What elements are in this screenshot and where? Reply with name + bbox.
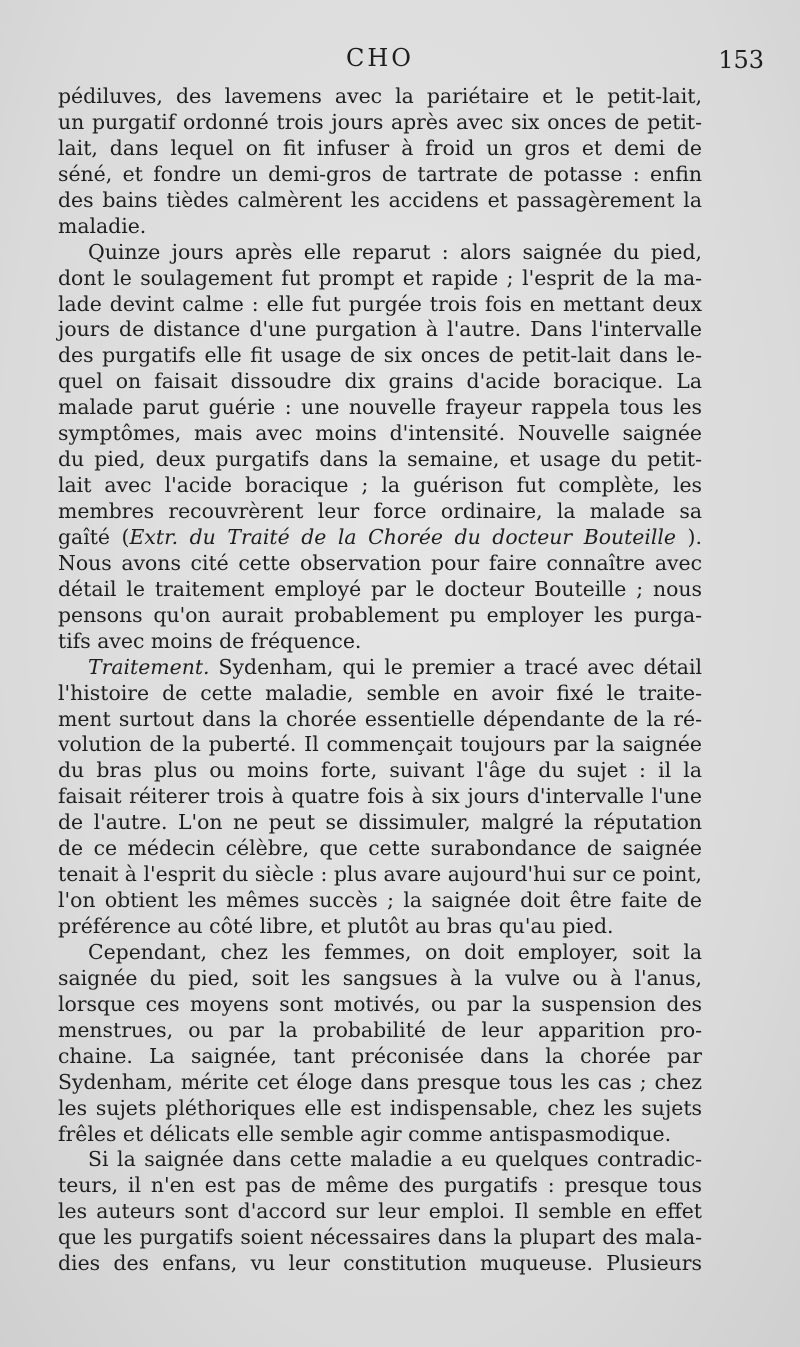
text-line: préférence au côté libre, et plutôt au bras qu'au pied. — [58, 914, 614, 938]
text-line: lait avec l'acide boracique ; la guérison fut complète, les — [58, 473, 702, 498]
text-line: de ce médecin célèbre, que cette surabondance de saignée — [58, 836, 702, 861]
text-line: symptômes, mais avec moins d'intensité. Nouvelle saignée — [58, 421, 702, 446]
text-line: Cependant, chez les femmes, on doit employer, soit la — [88, 939, 702, 964]
page-number: 153 — [718, 46, 764, 74]
text-line: Sydenham, mérite cet éloge dans presque tous les cas ; chez — [58, 1069, 702, 1094]
text-line: séné, et fondre un demi-gros de tartrate de potasse : enfin — [58, 161, 702, 186]
text-line: un purgatif ordonné trois jours après avec six onces de petit- — [58, 109, 702, 134]
text-line: des bains tièdes calmèrent les accidens et passagèrement la — [58, 187, 702, 212]
text-line: tifs avec moins de fréquence. — [58, 628, 362, 653]
text-line: chaine. La saignée, tant préconisée dans la chorée par — [58, 1043, 702, 1068]
text-line: Quinze jours après elle reparut : alors saignée du pied, — [88, 239, 702, 264]
running-title: CHO — [346, 44, 414, 72]
text-segment: Sydenham, qui le premier a tracé avec détail — [209, 654, 702, 679]
italic-segment: Traitement. — [88, 654, 210, 679]
text-line: Nous avons cité cette observation pour faire connaître avec — [58, 550, 702, 575]
text-line: lorsque ces moyens sont motivés, ou par la suspension des — [58, 991, 702, 1016]
text-line: dont le soulagement fut prompt et rapide ; l'esprit de la ma- — [58, 265, 702, 290]
text-line: dies des enfans, vu leur constitution muqueuse. Plusieurs — [58, 1251, 702, 1276]
text-line: du bras plus ou moins forte, suivant l'âge du sujet : il la — [58, 758, 702, 783]
text-line: lade devint calme : elle fut purgée trois fois en mettant deux — [58, 291, 702, 316]
text-line: pensons qu'on aurait probablement pu employer les purga- — [58, 602, 702, 627]
text-line: faisait réiterer trois à quatre fois à six jours d'intervalle l'une — [58, 784, 702, 809]
text-line: menstrues, ou par la probabilité de leur apparition pro- — [58, 1017, 702, 1042]
italic-segment: Extr. du Traité de la Chorée du docteur Bouteille — [129, 524, 676, 549]
text-line: volution de la puberté. Il commençait toujours par la saignée — [58, 732, 702, 757]
text-line: l'on obtient les mêmes succès ; la saignée doit être faite de — [58, 888, 702, 913]
text-line: Si la saignée dans cette maladie a eu quelques contradic- — [88, 1147, 702, 1172]
body-text — [58, 84, 702, 1277]
text-line: maladie. — [58, 213, 147, 238]
text-line: jours de distance d'une purgation à l'autre. Dans l'intervalle — [58, 317, 702, 342]
text-line: des purgatifs elle fit usage de six onces de petit-lait dans le- — [58, 343, 702, 368]
text-line: tenait à l'esprit du siècle : plus avare aujourd'hui sur ce point, — [58, 862, 702, 887]
text-line: saignée du pied, soit les sangsues à la vulve ou à l'anus, — [58, 965, 702, 990]
text-line: pédiluves, des lavemens avec la pariétaire et le petit-lait, — [58, 84, 702, 108]
text-line: l'histoire de cette maladie, semble en avoir fixé le traite- — [58, 680, 702, 705]
text-line: les sujets pléthoriques elle est indispensable, chez les sujets — [58, 1095, 702, 1120]
text-line: ment surtout dans la chorée essentielle dépendante de la ré- — [58, 706, 702, 731]
text-line: membres recouvrèrent leur force ordinaire, la malade sa — [58, 499, 702, 523]
text-line: détail le traitement employé par le docteur Bouteille ; nous — [58, 576, 702, 601]
text-line: de l'autre. L'on ne peut se dissimuler, malgré la réputation — [58, 810, 702, 835]
text-line — [58, 655, 702, 681]
running-head — [0, 44, 800, 80]
text-line: quel on faisait dissoudre dix grains d'acide boracique. La — [58, 369, 702, 394]
text-line: lait, dans lequel on fit infuser à froid un gros et demi de — [58, 135, 702, 160]
text-line: teurs, il n'en est pas de même des purgatifs : presque tous — [58, 1173, 702, 1198]
text-line — [58, 525, 702, 551]
text-segment: gaîté ( — [58, 524, 130, 549]
text-segment: ). — [676, 524, 702, 549]
text-line: malade parut guérie : une nouvelle frayeur rappela tous les — [58, 395, 702, 420]
text-line: frêles et délicats elle semble agir comme antispasmodique. — [58, 1121, 672, 1146]
text-line: du pied, deux purgatifs dans la semaine, et usage du petit- — [58, 447, 702, 472]
text-line: les auteurs sont d'accord sur leur emploi. Il semble en effet — [58, 1199, 702, 1224]
text-line: que les purgatifs soient nécessaires dans la plupart des mala- — [58, 1225, 702, 1250]
